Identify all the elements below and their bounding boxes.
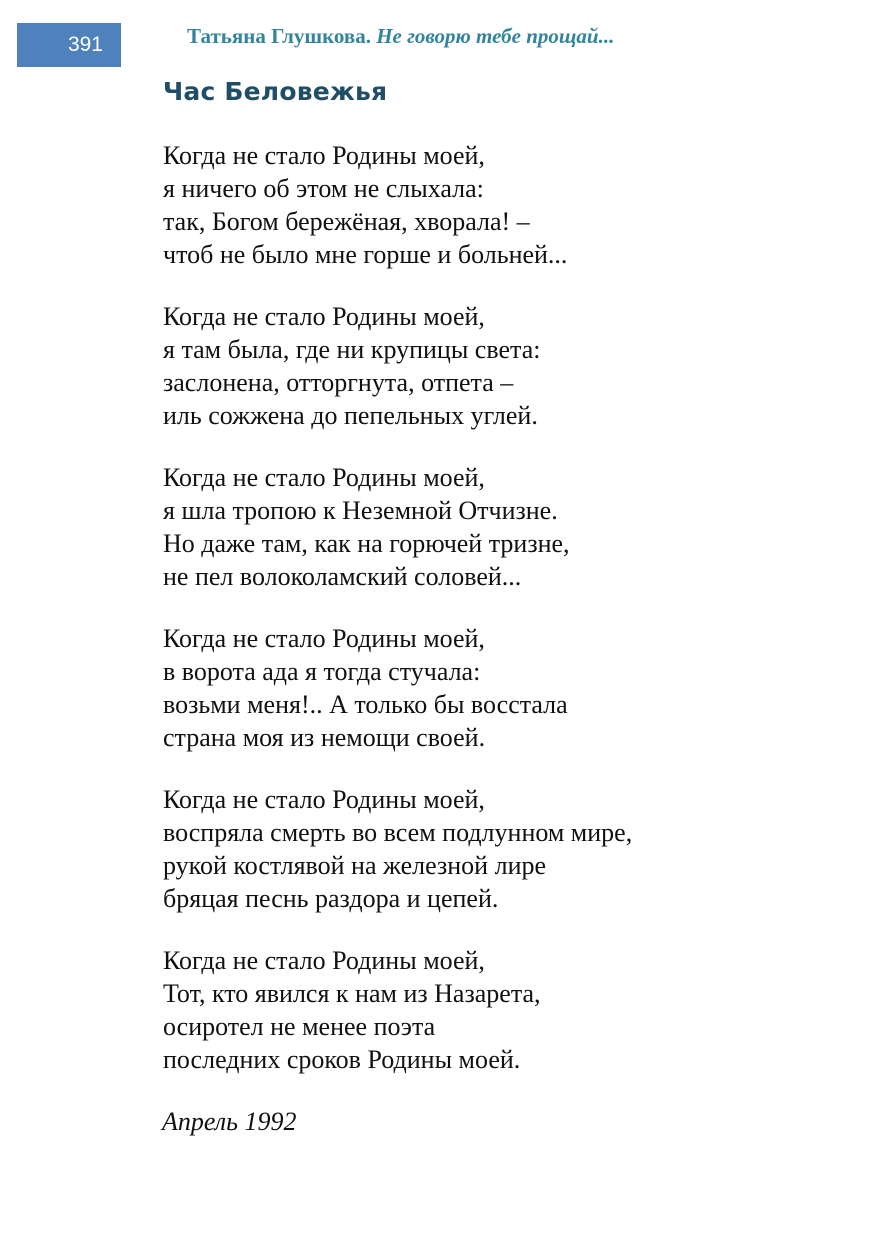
header-book-title: Не говорю тебе прощай...	[376, 24, 615, 48]
poem-line: воспряла смерть во всем подлунном мире,	[163, 818, 633, 847]
stanza-2	[163, 300, 632, 432]
stanza-1	[163, 139, 632, 271]
stanza-5	[163, 783, 632, 915]
poem-line: иль сожжена до пепельных углей.	[163, 401, 538, 430]
poem-line: Когда не стало Родины моей,	[163, 785, 485, 814]
poem-line: Когда не стало Родины моей,	[163, 463, 485, 492]
poem-line: рукой костлявой на железной лире	[163, 851, 547, 880]
poem-line: заслонена, отторгнута, отпета –	[163, 368, 514, 397]
stanza-4	[163, 622, 632, 754]
poem-body	[163, 139, 632, 1105]
poem-line: не пел волоколамский соловей...	[163, 562, 522, 591]
poem-title: Час Беловежья	[163, 77, 388, 106]
header-author: Татьяна Глушкова.	[187, 24, 371, 48]
poem-line: чтоб не было мне горше и больней...	[163, 240, 568, 269]
page-number: 391	[17, 23, 121, 67]
stanza-6	[163, 944, 632, 1076]
poem-date: Апрель 1992	[162, 1107, 297, 1136]
poem-line: последних сроков Родины моей.	[163, 1045, 521, 1074]
poem-line: Когда не стало Родины моей,	[163, 141, 485, 170]
poem-line: я ничего об этом не слыхала:	[163, 174, 484, 203]
poem-line: я там была, где ни крупицы света:	[163, 335, 541, 364]
poem-line: Тот, кто явился к нам из Назарета,	[163, 979, 541, 1008]
poem-line: Но даже там, как на горючей тризне,	[163, 529, 570, 558]
poem-line: Когда не стало Родины моей,	[163, 624, 485, 653]
running-header	[187, 24, 614, 49]
stanza-3	[163, 461, 632, 593]
poem-line: в ворота ада я тогда стучала:	[163, 657, 481, 686]
poem-line: я шла тропою к Неземной Отчизне.	[163, 496, 558, 525]
poem-line: страна моя из немощи своей.	[163, 723, 486, 752]
poem-line: так, Богом бережёная, хворала! –	[163, 207, 530, 236]
poem-line: осиротел не менее поэта	[163, 1012, 436, 1041]
poem-line: бряцая песнь раздора и цепей.	[163, 884, 499, 913]
poem-line: Когда не стало Родины моей,	[163, 946, 485, 975]
poem-line: Когда не стало Родины моей,	[163, 302, 485, 331]
poem-line: возьми меня!.. А только бы восстала	[163, 690, 568, 719]
